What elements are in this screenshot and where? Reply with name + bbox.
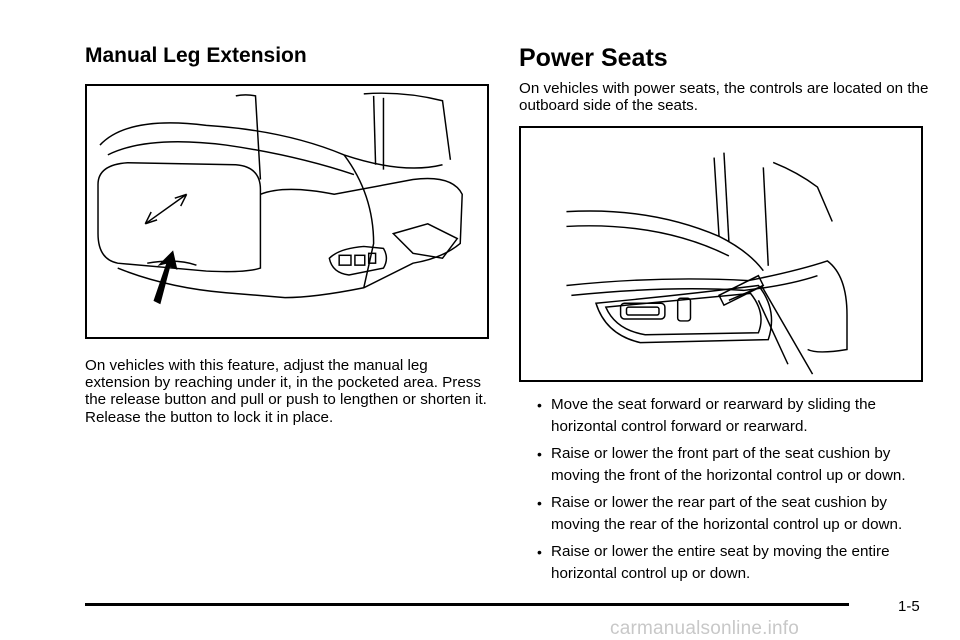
- section-heading-manual-leg-extension: Manual Leg Extension: [85, 44, 307, 67]
- leg-extension-illustration: [85, 84, 489, 339]
- bullet-icon: •: [537, 446, 542, 462]
- section-heading-power-seats: Power Seats: [519, 44, 668, 72]
- list-item: • Raise or lower the rear part of the seat cushion by moving the rear of the horizontal control up or down.: [537, 494, 903, 533]
- power-seat-controls-illustration: [519, 126, 923, 382]
- bullet-icon: •: [537, 544, 542, 560]
- watermark: carmanualsonline.info: [610, 618, 800, 639]
- footer-rule: [85, 603, 849, 606]
- page-number: 1-5: [898, 598, 920, 615]
- leg-extension-paragraph: On vehicles with this feature, adjust the manual leg extension by reaching under it, in the pocketed area. Press the release button and pull or push to lengthen or shorten it. Release the button to lock it in place.: [85, 357, 487, 426]
- list-item: • Raise or lower the front part of the seat cushion by moving the front of the horizontal control up or down.: [537, 445, 906, 484]
- power-seat-controls-drawing: [521, 128, 921, 380]
- bullet-icon: •: [537, 397, 542, 413]
- bullet-icon: •: [537, 495, 542, 511]
- list-item: • Raise or lower the entire seat by moving the entire horizontal control up or down.: [537, 543, 890, 582]
- seat-leg-extension-drawing: [87, 86, 487, 337]
- power-seat-bullet-list: [519, 394, 919, 590]
- power-seats-intro-paragraph: On vehicles with power seats, the controls are located on the outboard side of the seats.: [519, 80, 929, 115]
- list-item: • Move the seat forward or rearward by sliding the horizontal control forward or rearward.: [537, 396, 876, 435]
